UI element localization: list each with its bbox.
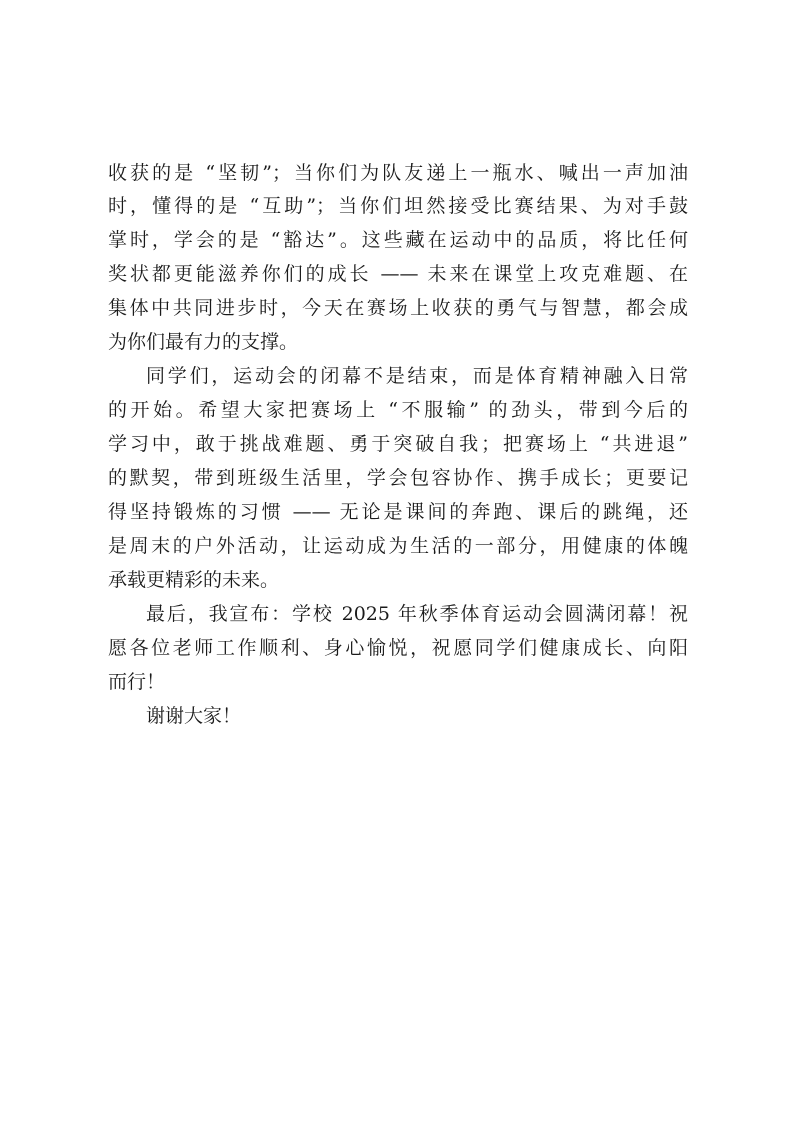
paragraph-first-line: 同学们，运动会的闭幕不是结束，而是体育精神融入日常 [146,365,688,387]
text-line: 收获的是 “坚韧”；当你们为队友递上一瓶水、喊出一声加油 [108,162,688,184]
text-line: 而行！ [108,671,166,693]
text-line: 集体中共同进步时，今天在赛场上收获的勇气与智慧，都会成 [108,297,688,319]
text-line: 的开始。希望大家把赛场上 “不服输” 的劲头，带到今后的 [108,399,688,421]
text-line: 为你们最有力的支撑。 [108,331,299,353]
text-line: 的默契，带到班级生活里，学会包容协作、携手成长；更要记 [108,467,688,489]
text-line: 时，懂得的是 “互助”；当你们坦然接受比赛结果、为对手鼓 [108,195,688,217]
text-line: 奖状都更能滋养你们的成长 —— 未来在课堂上攻克难题、在 [108,263,688,285]
text-line: 得坚持锻炼的习惯 —— 无论是课间的奔跑、课后的跳绳，还 [108,501,688,523]
paragraph-first-line: 最后，我宣布：学校 2025 年秋季体育运动会圆满闭幕！祝 [146,603,688,625]
text-line: 是周末的户外活动，让运动成为生活的一部分，用健康的体魄 [108,535,688,557]
text-line: 掌时，学会的是 “豁达”。这些藏在运动中的品质，将比任何 [108,229,688,251]
text-line: 愿各位老师工作顺利、身心愉悦，祝愿同学们健康成长、向阳 [108,637,688,659]
text-line: 学习中，敢于挑战难题、勇于突破自我；把赛场上 “共进退” [108,433,688,455]
closing-line: 谢谢大家！ [146,705,242,727]
text-line: 承载更精彩的未来。 [108,569,280,591]
